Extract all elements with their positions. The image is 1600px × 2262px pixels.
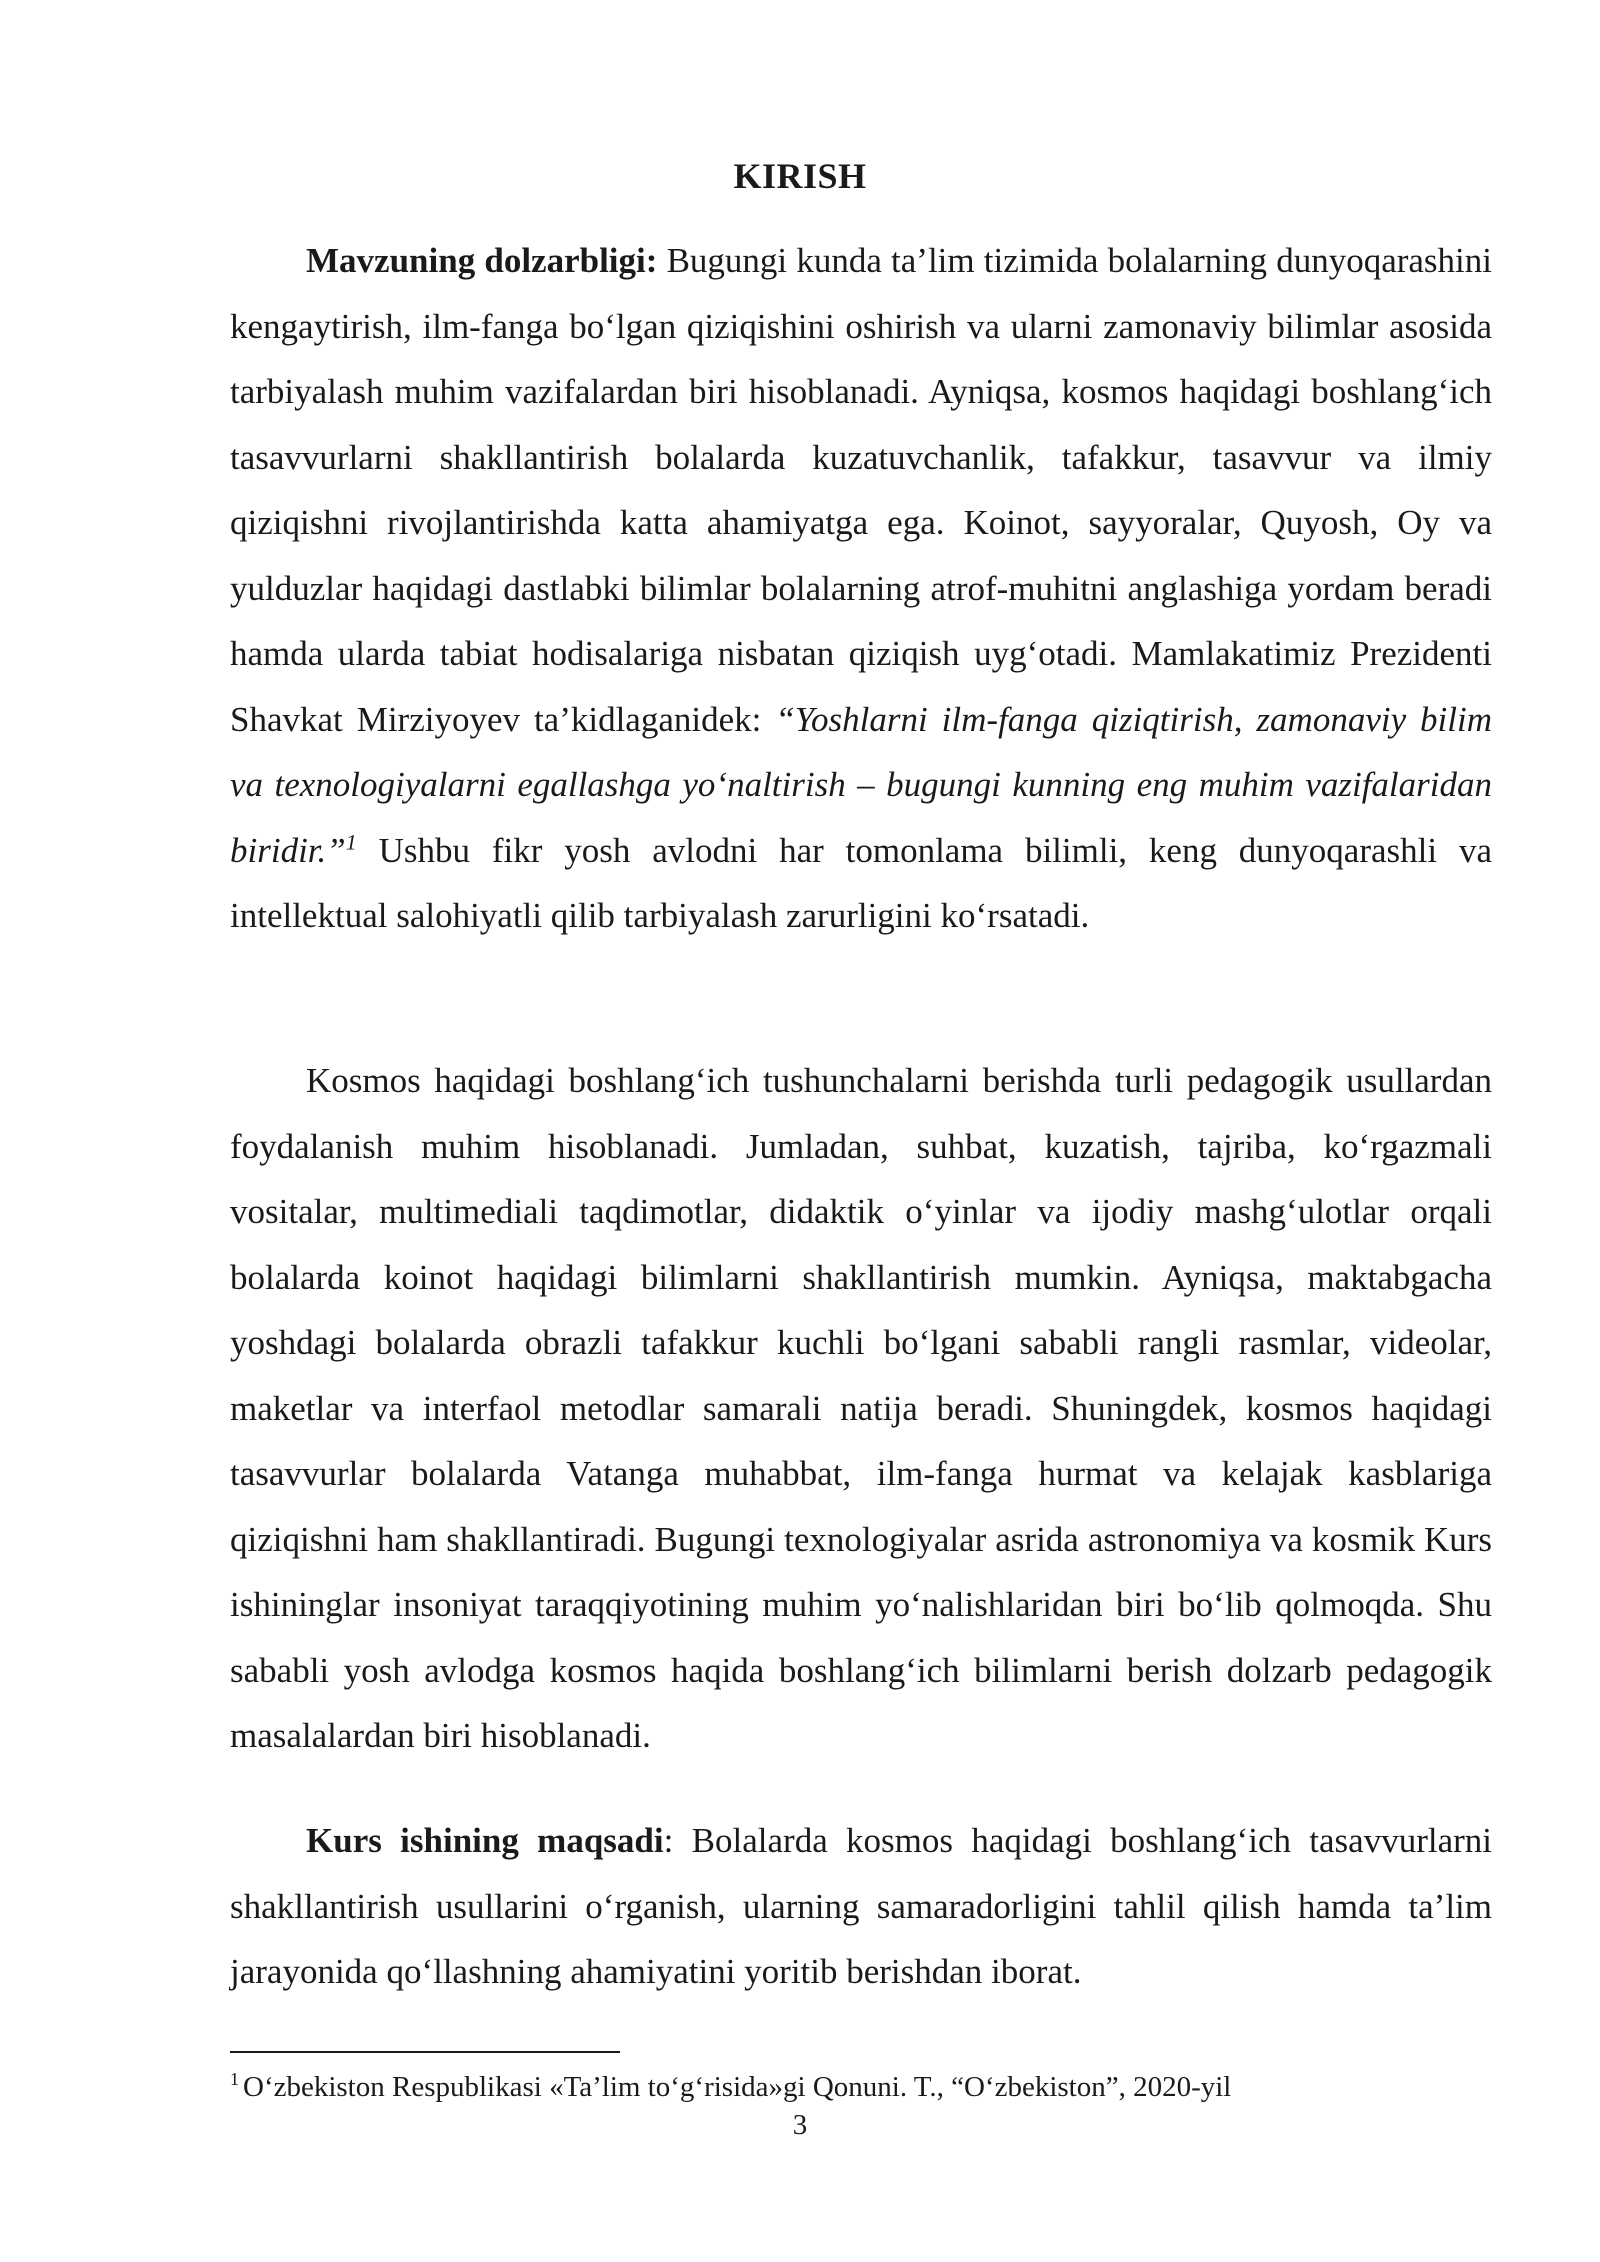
relevance-text-before-quote: Bugungi kunda ta’lim tizimida bolalarning dunyoqarashini kengaytirish, ilm-fanga bo‘lgan qiziqishini oshirish va ularni zamonaviy bilimlar asosida tarbiyalash muhim vazifalardan biri hisoblanadi. Ayniqsa, kosmos haqidagi boshlang‘ich tasavvurlarni shakllantirish bolalarda kuzatuvchanlik, tafakkur, tasavvur va ilmiy qiziqishni rivojlantirishda katta ahamiyatga ega. Koinot, sayyoralar, Quyosh, Oy va yulduzlar haqidagi dastlabki bilimlar bolalarning atrof-muhitni anglashiga yordam beradi hamda ularda tabiat hodisalariga nisbatan qiziqish uyg‘otadi. Mamlakatimiz Prezidenti Shavkat Mirziyoyev ta’kidlaganidek: — [230, 241, 1492, 739]
paragraph-relevance — [230, 228, 1492, 949]
footnote-text: O‘zbekiston Respublikasi «Ta’lim to‘g‘risida»gi Qonuni. T., “O‘zbekiston”, 2020-yil — [243, 2071, 1232, 2103]
footnote-mark: 1 — [230, 2069, 239, 2090]
page-title: KIRISH — [733, 156, 867, 196]
footnote — [230, 2068, 1492, 2106]
relevance-text-after-quote: Ushbu fikr yosh avlodni har tomonlama bilimli, keng dunyoqarashli va intellektual salohiyatli qilib tarbiyalash zarurligini ko‘rsatadi. — [230, 830, 1492, 935]
footnote-separator — [230, 2051, 620, 2053]
footnote-reference: 1 — [345, 828, 357, 854]
goal-heading: Kurs ishining maqsadi — [306, 1821, 664, 1860]
paragraph-goal — [230, 1808, 1492, 2005]
goal-text: : Bolalarda kosmos haqidagi boshlang‘ich tasavvurlarni shakllantirish usullarini o‘rganish, ularning samaradorligini tahlil qilish hamda ta’lim jarayonida qo‘llashning ahamiyatini yoritib berishdan iborat. — [230, 1821, 1493, 1991]
president-quote: “Yoshlarni ilm-fanga qiziqtirish, zamonaviy bilim va texnologiyalarni egallashga yo‘naltirish – bugungi kunning eng muhim vazifalaridan biridir.” — [230, 699, 1493, 870]
relevance-heading: Mavzuning dolzarbligi: — [306, 241, 658, 280]
page-number: 3 — [792, 2109, 808, 2141]
paragraph-methods: Kosmos haqidagi boshlang‘ich tushunchalarni berishda turli pedagogik usullardan foydalanish muhim hisoblanadi. Jumladan, suhbat, kuzatish, tajriba, ko‘rgazmali vositalar, multimediali taqdimotlar, didaktik o‘yinlar va ijodiy mashg‘ulotlar orqali bolalarda koinot haqidagi bilimlarni shakllantirish mumkin. Ayniqsa, maktabgacha yoshdagi bolalarda obrazli tafakkur kuchli bo‘lgani sababli rangli rasmlar, videolar, maketlar va interfaol metodlar samarali natija beradi. Shuningdek, kosmos haqidagi tasavvurlar bolalarda Vatanga muhabbat, ilm-fanga hurmat va kelajak kasblariga qiziqishni ham shakllantiradi. Bugungi texnologiyalar asrida astronomiya va kosmik Kurs ishininglar insoniyat taraqqiyotining muhim yo‘nalishlaridan biri bo‘lib qolmoqda. Shu sababli yosh avlodga kosmos haqida boshlang‘ich bilimlarni berish dolzarb pedagogik masalalardan biri hisoblanadi. — [230, 1061, 1492, 1755]
